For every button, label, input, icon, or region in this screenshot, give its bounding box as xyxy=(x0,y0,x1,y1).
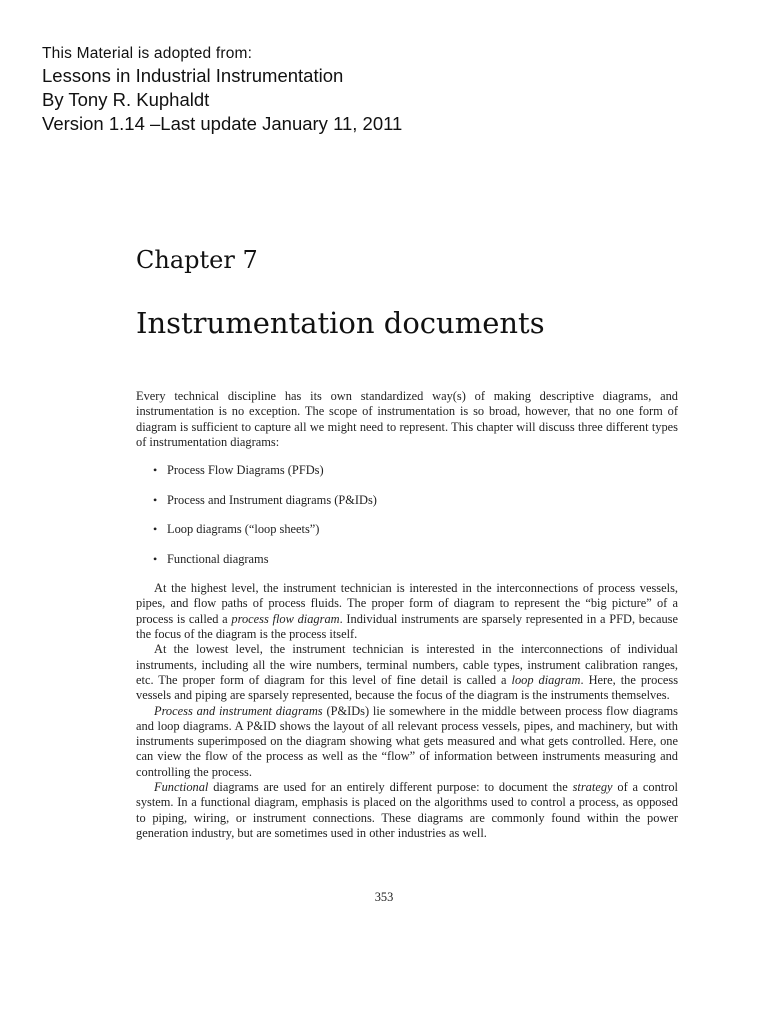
pfd-paragraph xyxy=(136,581,678,642)
loop-text-b: . Here, the process vessels and piping are sparsely represented, because the focus of the diagram is the instruments themselves. xyxy=(136,672,679,703)
functional-text-b: of a control system. In a functional diagram, emphasis is placed on the algorithms used to control a process, as opposed to piping, wiring, or instrument connections. These diagrams are commonly found within the power generation industry, but are sometimes used in other industries as well. xyxy=(136,779,678,840)
loop-term: loop diagram xyxy=(511,672,581,687)
list-item xyxy=(136,552,678,567)
list-item-text: Process Flow Diagrams (PFDs) xyxy=(167,463,324,478)
bullet-icon: • xyxy=(153,463,158,478)
list-item xyxy=(136,522,678,537)
functional-term: Functional xyxy=(154,779,209,794)
bullet-icon: • xyxy=(153,492,158,507)
list-item-text: Functional diagrams xyxy=(167,551,269,566)
list-item-text: Process and Instrument diagrams (P&IDs) xyxy=(167,492,377,507)
list-item-text: Loop diagrams (“loop sheets”) xyxy=(167,522,320,537)
pid-paragraph xyxy=(136,704,678,780)
list-item xyxy=(136,463,678,478)
bullet-icon: • xyxy=(153,522,158,537)
strategy-term: strategy xyxy=(572,779,613,794)
version-line: Version 1.14 –Last update January 11, 2011 xyxy=(42,113,403,134)
loop-text-a: At the lowest level, the instrument technician is interested in the interconnections of individual instruments, including all the wire numbers, terminal numbers, cable types, instrument calibration ranges, etc. The proper form of diagram for this level of fine detail is called a xyxy=(136,642,678,687)
pfd-text-b: . Individual instruments are sparsely represented in a PFD, because the focus of the diagram is the process itself. xyxy=(136,611,678,642)
chapter-title: Instrumentation documents xyxy=(136,306,545,340)
chapter-label: Chapter 7 xyxy=(136,246,258,274)
pfd-text-a: At the highest level, the instrument technician is interested in the interconnections of process vessels, pipes, and flow paths of process fluids. The proper form of diagram to represent the “big picture” of a process is called a xyxy=(136,581,678,626)
book-title: Lessons in Industrial Instrumentation xyxy=(42,65,344,86)
bullet-icon: • xyxy=(153,551,158,566)
adopted-from-text: This Material is adopted from: xyxy=(42,45,253,62)
page-number: 353 xyxy=(374,890,394,904)
pid-term: Process and instrument diagrams xyxy=(154,703,323,718)
diagram-types-list xyxy=(136,463,678,567)
author-line: By Tony R. Kuphaldt xyxy=(42,89,210,110)
pfd-term: process flow diagram xyxy=(231,611,340,626)
functional-paragraph xyxy=(136,780,678,841)
intro-paragraph: Every technical discipline has its own standardized way(s) of making descriptive diagrams, and instrumentation is no exception. The scope of instrumentation is so broad, however, that no one form of diagram is sufficient to capture all we might need to represent. This chapter will discuss three different types of instrumentation diagrams: xyxy=(136,389,678,449)
functional-text-a: diagrams are used for an entirely different purpose: to document the xyxy=(208,779,573,794)
pid-text-b: (P&IDs) lie somewhere in the middle between process flow diagrams and loop diagrams. A P&ID shows the layout of all relevant process vessels, pipes, and machinery, but with instruments superimposed on the diagram showing what gets measured and what gets controlled. Here, one can view the flow of the process as well as the “flow” of information between instruments measuring and controlling the process. xyxy=(136,703,678,779)
list-item xyxy=(136,493,678,508)
chapter-body xyxy=(136,389,678,841)
source-note xyxy=(42,44,722,136)
loop-paragraph xyxy=(136,642,678,703)
